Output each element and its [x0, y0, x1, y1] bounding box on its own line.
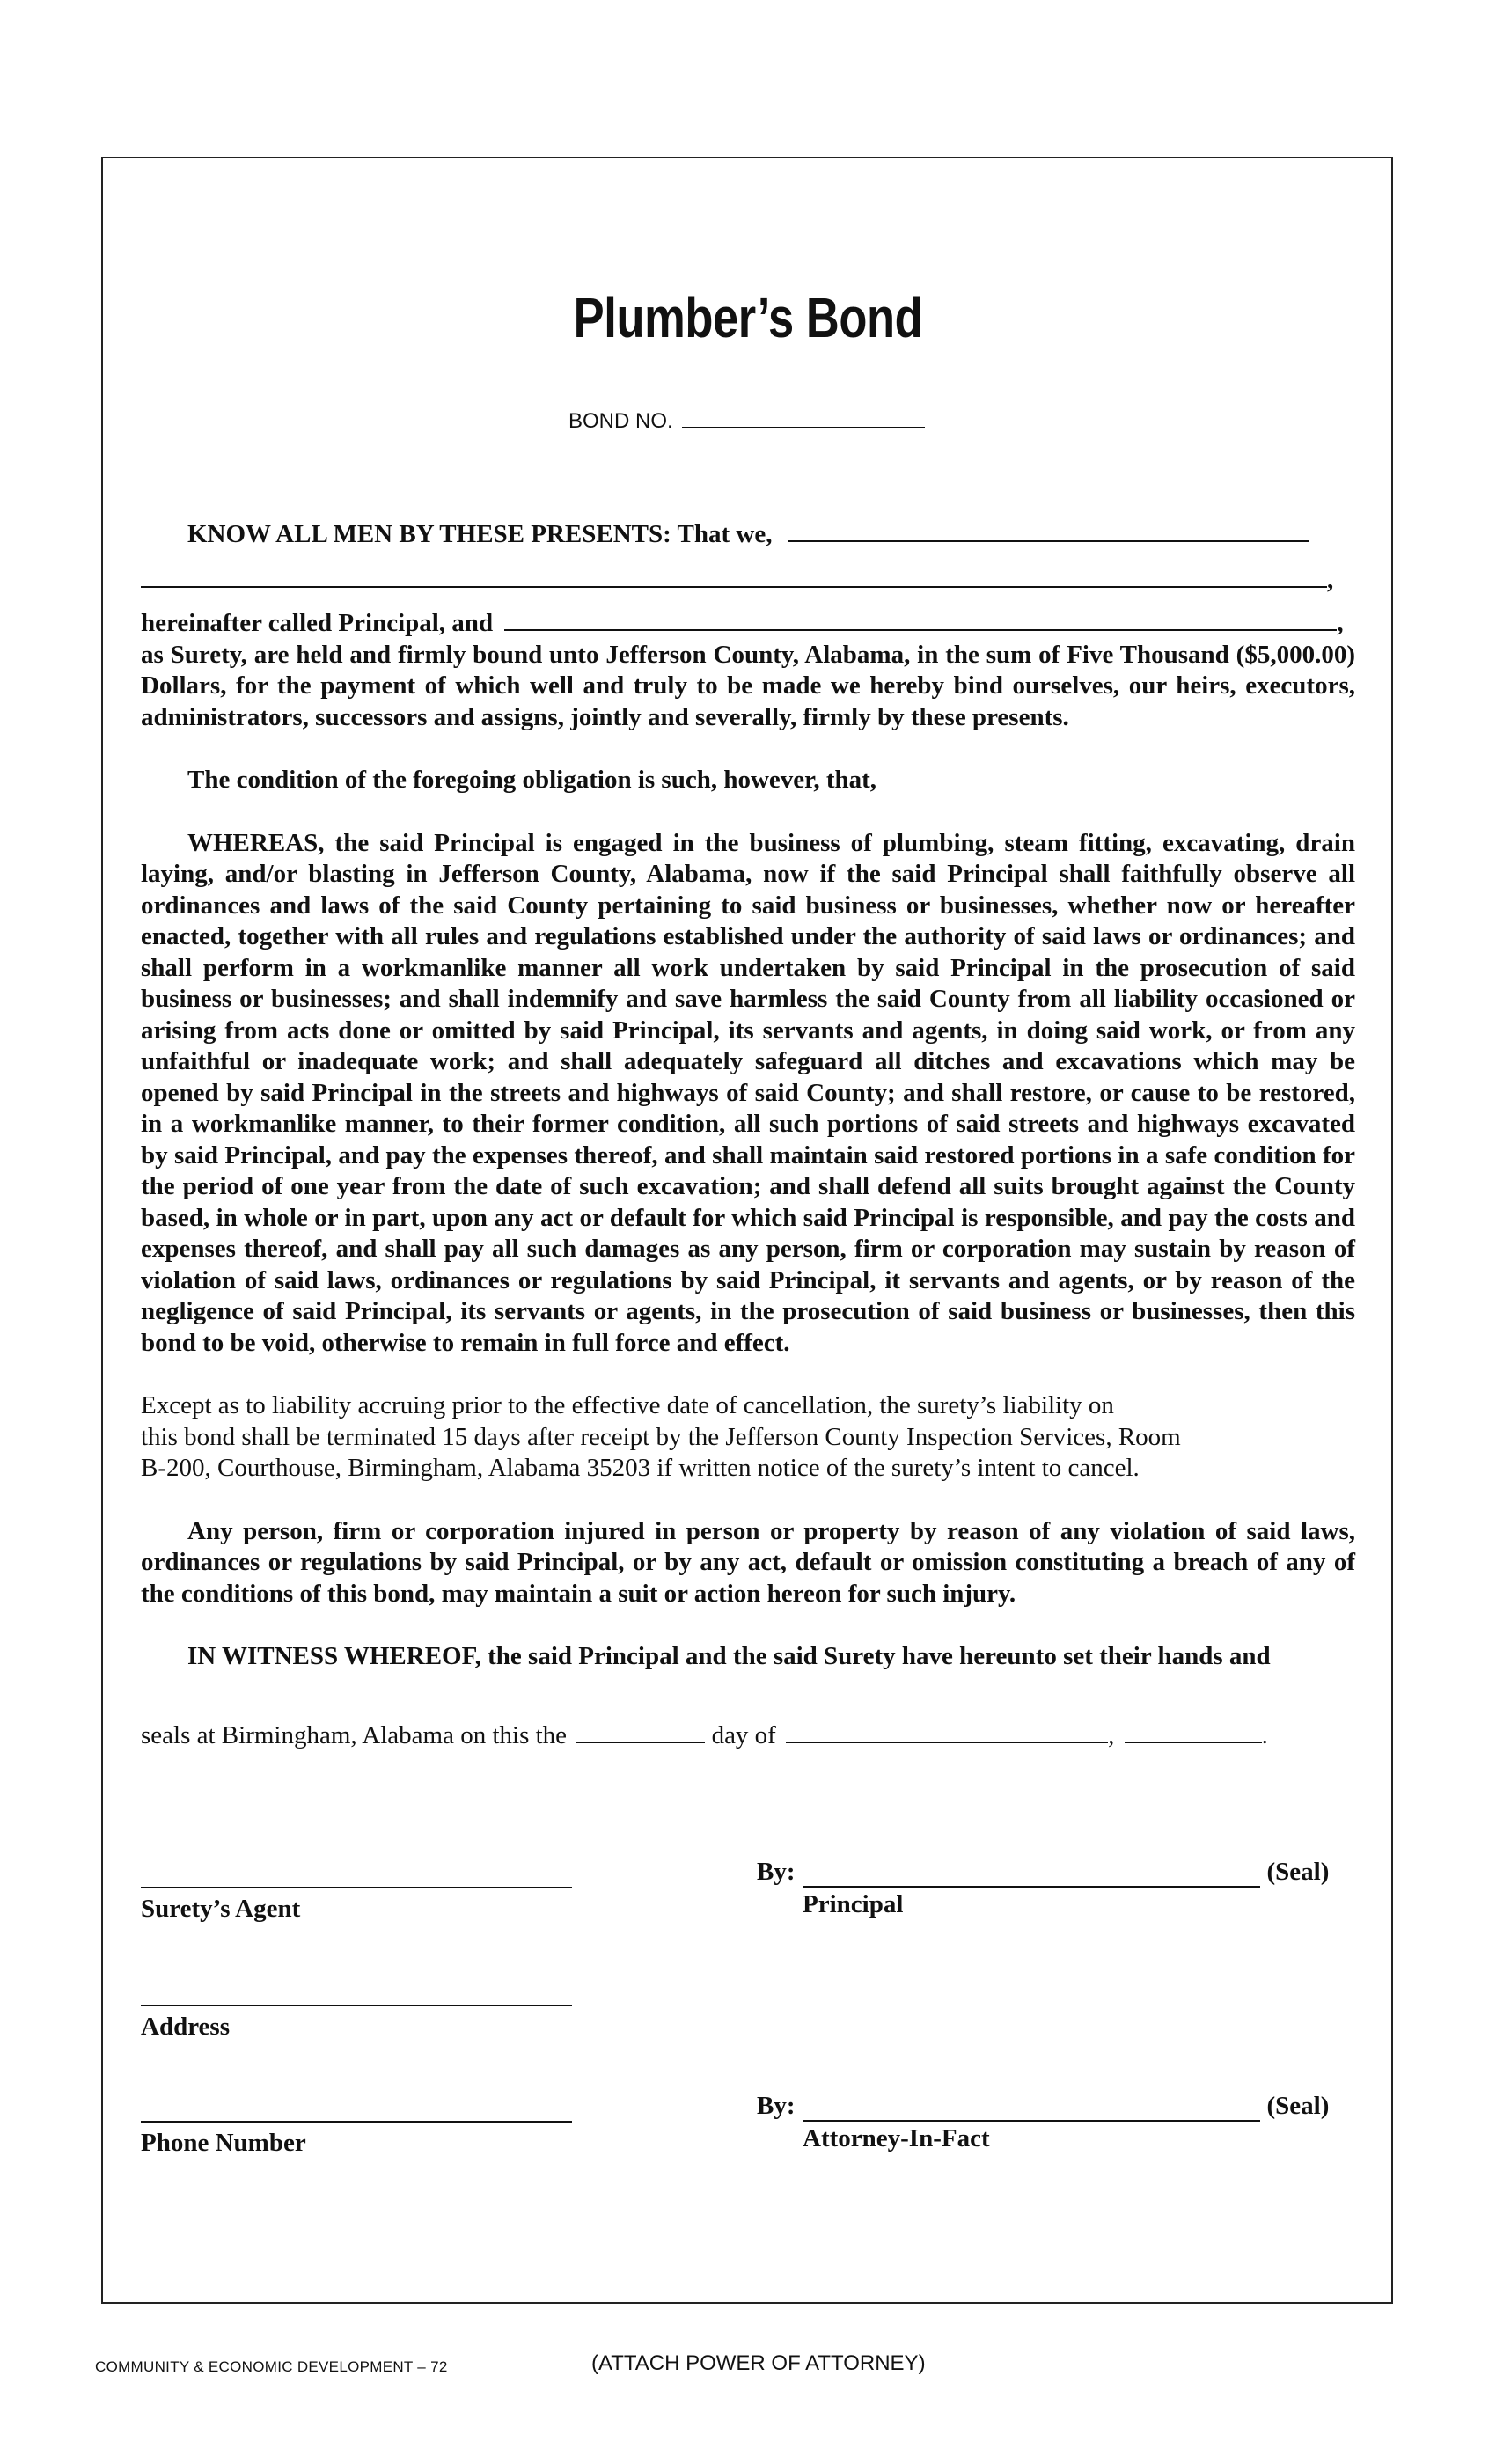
phone-number-block	[141, 2096, 572, 2159]
attorney-signature-line[interactable]	[803, 2097, 1260, 2122]
attorney-signature-block	[757, 2091, 1355, 2154]
sureties-agent-block	[141, 1862, 572, 1925]
principal-and-line: hereinafter called Principal, and ,	[141, 609, 1344, 637]
bond-body	[141, 519, 1355, 1751]
condition-paragraph: The condition of the foregoing obligation is such, however, that,	[187, 766, 877, 794]
principal-label: Principal	[803, 1890, 904, 1918]
any-person-paragraph: Any person, firm or corporation injured in person or property by reason of any violation of said laws, ordinances or regulations by said Principal, or by any act, default or omission constituting a breach of any of the conditions of this bond, may maintain a suit or action hereon for such injury.	[141, 1516, 1355, 1608]
surety-name-field[interactable]	[504, 608, 1337, 631]
attorney-in-fact-label: Attorney-In-Fact	[803, 2124, 990, 2152]
principal-by-label: By:	[757, 1858, 796, 1886]
know-all-men-line: KNOW ALL MEN BY THESE PRESENTS: That we,	[141, 519, 1355, 551]
sureties-agent-line[interactable]	[141, 1862, 572, 1888]
year-field[interactable]	[1125, 1720, 1262, 1743]
address-block	[141, 1980, 572, 2042]
footer-attach-note: (ATTACH POWER OF ATTORNEY)	[591, 2351, 926, 2375]
phone-number-line[interactable]	[141, 2096, 572, 2123]
footer-department: COMMUNITY & ECONOMIC DEVELOPMENT – 72	[95, 2358, 448, 2375]
except-paragraph: Except as to liability accruing prior to the effective date of cancellation, the surety’s liability on this bond shall be terminated 15 days after receipt by the Jefferson County Inspection Services, Room B-200, Courthouse, Birmingham, Alabama 35203 if written notice of the surety’s intent to cancel.	[141, 1391, 1181, 1482]
attorney-seal-label: (Seal)	[1266, 2092, 1330, 2120]
bond-number-field[interactable]	[682, 411, 925, 428]
principal-seal-label: (Seal)	[1266, 1858, 1330, 1886]
address-line[interactable]	[141, 1980, 572, 2006]
phone-number-label: Phone Number	[141, 2129, 306, 2157]
principal-signature-block	[757, 1857, 1355, 1920]
sureties-agent-label: Surety’s Agent	[141, 1895, 301, 1923]
attorney-by-label: By:	[757, 2092, 796, 2120]
day-field[interactable]	[576, 1720, 705, 1743]
whereas-paragraph: WHEREAS, the said Principal is engaged in the business of plumbing, steam fitting, excavating, drain laying, and/or blasting in Jefferson County, Alabama, now if the said Principal shall faithfully observe all ordinances and laws of the said County pertaining to said business or businesses, whether now or hereafter enacted, together with all rules and regulations established under the authority of said laws or ordinances; and shall perform in a workmanlike manner all work undertaken by said Principal in the prosecution of said business or businesses; and shall indemnify and save harmless the said County from all liability occasioned or arising from acts done or omitted by said Principal, its servants and agents, in doing said work, or from any unfaithful or inadequate work; and shall adequately safeguard all ditches and excavations which may be opened by said Principal in the streets and highways of said County; and shall restore, or cause to be restored, in a workmanlike manner, to their former condition, all such portions of said streets and highways excavated by said Principal, and pay the expenses thereof, and shall maintain said restored portions in a safe condition for the period of one year from the date of such excavation; and shall defend all suits brought against the County based, in whole or in part, upon any act or default for which said Principal is responsible, and pay the costs and expenses thereof, and shall pay all such damages as any person, firm or corporation may sustain by reason of violation of said laws, ordinances or regulations by said Principal, it servants and agents, or by reason of the negligence of said Principal, its servants or agents, in the prosecution of said business or businesses, then this bond to be void, otherwise to remain in full force and effect.	[141, 828, 1355, 1357]
month-field[interactable]	[786, 1720, 1108, 1743]
bond-number-label: BOND NO.	[568, 409, 673, 433]
seals-line: seals at Birmingham, Alabama on this the day of , .	[141, 1720, 1268, 1749]
witness-paragraph: IN WITNESS WHEREOF, the said Principal and the said Surety have hereunto set their hands and	[187, 1642, 1271, 1670]
principal-signature-line[interactable]	[803, 1863, 1260, 1888]
bond-number-row	[568, 409, 925, 434]
principal-name-field[interactable]	[788, 519, 1309, 542]
principal-name-field-2[interactable]	[141, 565, 1327, 588]
document-title: Plumber’s Bond	[573, 286, 923, 349]
principal-name-continuation: ,	[141, 565, 1355, 597]
address-label: Address	[141, 2013, 230, 2041]
surety-paragraph: as Surety, are held and firmly bound unto Jefferson County, Alabama, in the sum of Five Thousand ($5,000.00) Dollars, for the payment of which well and truly to be made we hereby bind ourselves, our heirs, executors, administrators, successors and assigns, jointly and severally, firmly by these presents.	[141, 640, 1355, 731]
